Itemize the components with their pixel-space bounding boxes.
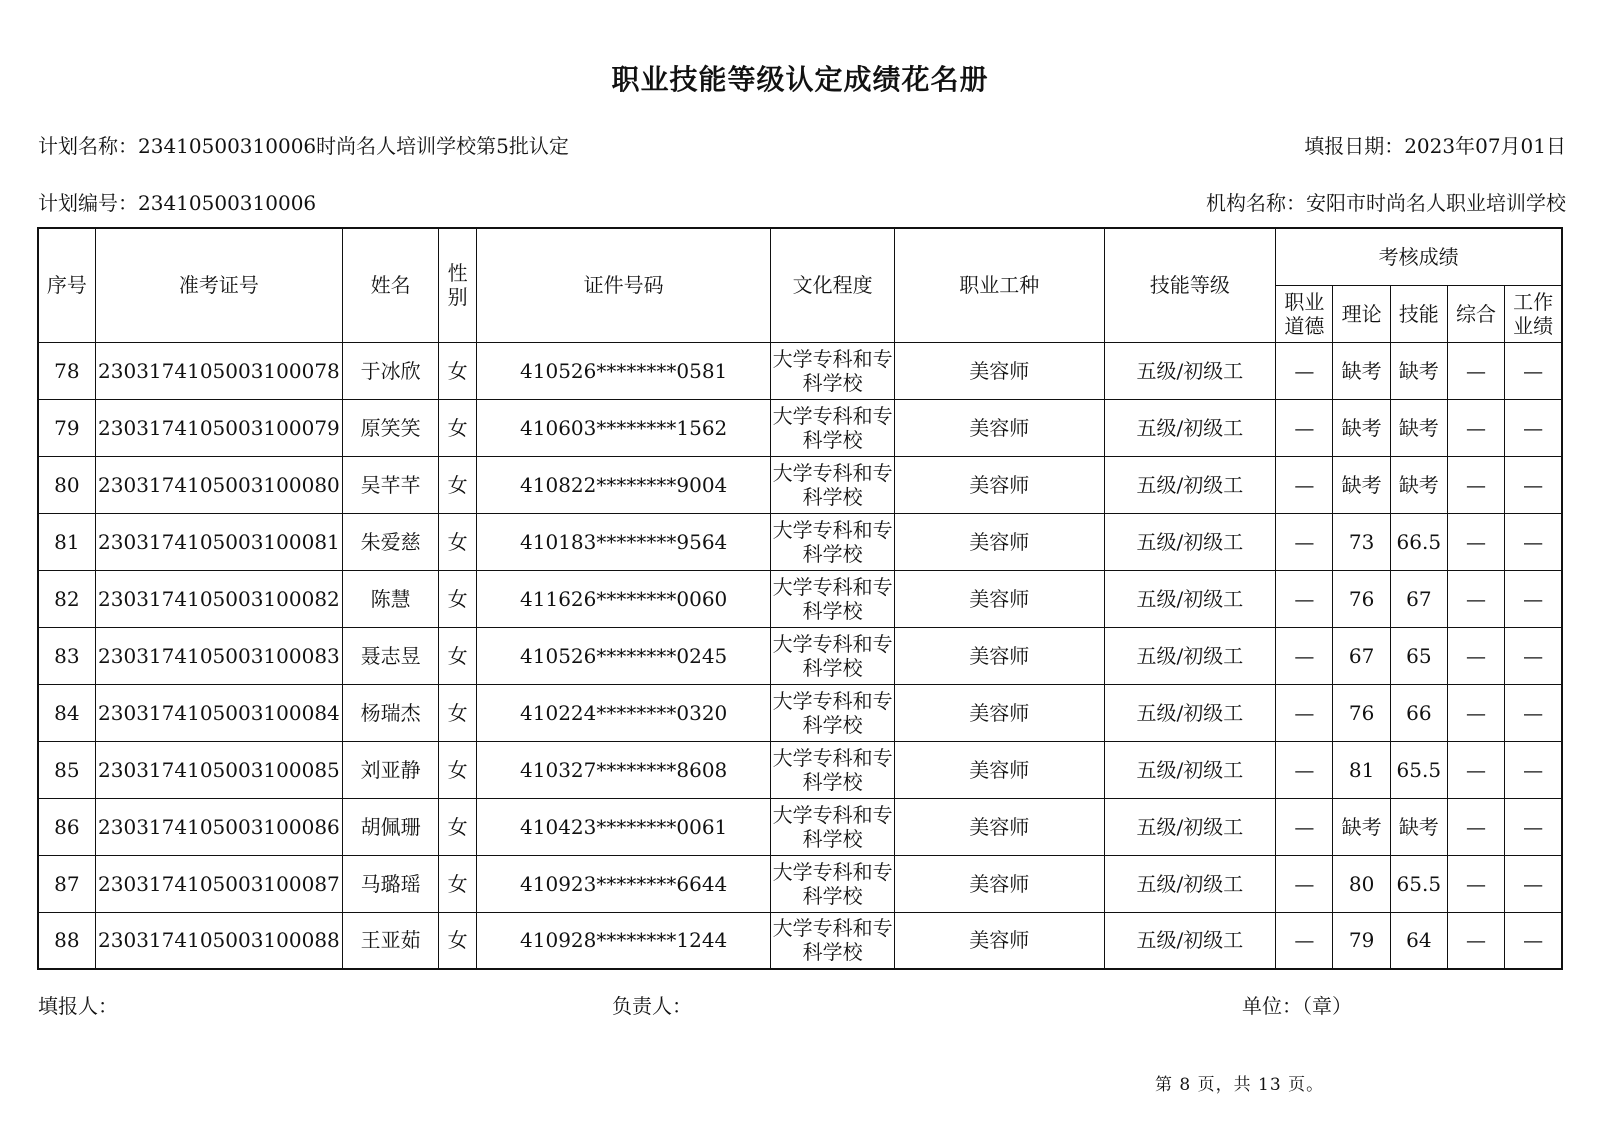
report-date-value: 2023年07月01日 [1404, 134, 1566, 158]
cell-level: 五级/初级工 [1104, 342, 1276, 399]
cell-occupation: 美容师 [895, 399, 1105, 456]
cell-level: 五级/初级工 [1104, 570, 1276, 627]
header-gender: 性别 [439, 228, 477, 342]
report-date [1304, 130, 1566, 159]
cell-gender: 女 [439, 798, 477, 855]
plan-number-value: 23410500310006 [138, 191, 317, 215]
cell-id: 410822********9004 [476, 456, 770, 513]
cell-skill: 缺考 [1390, 342, 1447, 399]
cell-education: 大学专科和专科学校 [771, 342, 895, 399]
header-level: 技能等级 [1104, 228, 1276, 342]
header-theory: 理论 [1333, 285, 1390, 342]
header-name: 姓名 [343, 228, 439, 342]
cell-ethics: — [1276, 741, 1333, 798]
cell-gender: 女 [439, 741, 477, 798]
cell-skill: 65.5 [1390, 741, 1447, 798]
cell-education: 大学专科和专科学校 [771, 855, 895, 912]
cell-work: — [1505, 456, 1562, 513]
cell-ticket: 2303174105003100088 [95, 912, 342, 969]
cell-ticket: 2303174105003100083 [95, 627, 342, 684]
cell-ticket: 2303174105003100087 [95, 855, 342, 912]
table-row [38, 741, 1562, 798]
cell-education: 大学专科和专科学校 [771, 570, 895, 627]
cell-theory: 缺考 [1333, 456, 1390, 513]
responsible-label: 负责人： [612, 994, 692, 1018]
cell-gender: 女 [439, 513, 477, 570]
page-title: 职业技能等级认定成绩花名册 [611, 63, 989, 96]
unit-seal-label: 单位：（章） [1242, 994, 1352, 1018]
cell-id: 410526********0581 [476, 342, 770, 399]
header-ticket: 准考证号 [95, 228, 342, 342]
cell-theory: 76 [1333, 570, 1390, 627]
plan-number [38, 187, 316, 216]
cell-seq: 88 [38, 912, 95, 969]
table-row [38, 399, 1562, 456]
cell-skill: 缺考 [1390, 456, 1447, 513]
cell-theory: 80 [1333, 855, 1390, 912]
cell-occupation: 美容师 [895, 342, 1105, 399]
cell-skill: 66 [1390, 684, 1447, 741]
cell-gender: 女 [439, 855, 477, 912]
cell-id: 411626********0060 [476, 570, 770, 627]
cell-skill: 65.5 [1390, 855, 1447, 912]
cell-seq: 83 [38, 627, 95, 684]
table-row [38, 684, 1562, 741]
cell-theory: 67 [1333, 627, 1390, 684]
cell-seq: 84 [38, 684, 95, 741]
cell-gender: 女 [439, 570, 477, 627]
cell-ticket: 2303174105003100079 [95, 399, 342, 456]
header-work: 工作业绩 [1505, 285, 1562, 342]
cell-theory: 79 [1333, 912, 1390, 969]
organization [1206, 187, 1566, 216]
cell-name: 刘亚静 [343, 741, 439, 798]
cell-id: 410923********6644 [476, 855, 770, 912]
cell-ticket: 2303174105003100080 [95, 456, 342, 513]
cell-level: 五级/初级工 [1104, 798, 1276, 855]
cell-ethics: — [1276, 570, 1333, 627]
header-seq: 序号 [38, 228, 95, 342]
table-row [38, 798, 1562, 855]
plan-name-label: 计划名称： [38, 134, 138, 158]
cell-overall: — [1447, 741, 1504, 798]
cell-id: 410928********1244 [476, 912, 770, 969]
cell-education: 大学专科和专科学校 [771, 399, 895, 456]
cell-occupation: 美容师 [895, 513, 1105, 570]
cell-theory: 缺考 [1333, 399, 1390, 456]
cell-name: 杨瑞杰 [343, 684, 439, 741]
cell-seq: 80 [38, 456, 95, 513]
cell-overall: — [1447, 855, 1504, 912]
cell-id: 410526********0245 [476, 627, 770, 684]
cell-ticket: 2303174105003100078 [95, 342, 342, 399]
cell-overall: — [1447, 912, 1504, 969]
plan-name-value: 23410500310006时尚名人培训学校第5批认定 [138, 134, 569, 158]
cell-skill: 65 [1390, 627, 1447, 684]
cell-name: 胡佩珊 [343, 798, 439, 855]
cell-level: 五级/初级工 [1104, 627, 1276, 684]
cell-work: — [1505, 741, 1562, 798]
cell-overall: — [1447, 798, 1504, 855]
cell-skill: 缺考 [1390, 399, 1447, 456]
cell-ticket: 2303174105003100085 [95, 741, 342, 798]
table-row [38, 456, 1562, 513]
cell-education: 大学专科和专科学校 [771, 741, 895, 798]
header-occupation: 职业工种 [895, 228, 1105, 342]
cell-overall: — [1447, 456, 1504, 513]
cell-skill: 66.5 [1390, 513, 1447, 570]
cell-occupation: 美容师 [895, 741, 1105, 798]
header-row [38, 228, 1562, 285]
cell-overall: — [1447, 570, 1504, 627]
cell-name: 吴芊芊 [343, 456, 439, 513]
cell-work: — [1505, 627, 1562, 684]
cell-gender: 女 [439, 684, 477, 741]
organization-value: 安阳市时尚名人职业培训学校 [1306, 191, 1566, 215]
score-roster-table [37, 227, 1563, 970]
cell-level: 五级/初级工 [1104, 684, 1276, 741]
cell-overall: — [1447, 399, 1504, 456]
cell-work: — [1505, 513, 1562, 570]
cell-gender: 女 [439, 627, 477, 684]
cell-occupation: 美容师 [895, 627, 1105, 684]
table-row [38, 342, 1562, 399]
cell-occupation: 美容师 [895, 570, 1105, 627]
cell-occupation: 美容师 [895, 684, 1105, 741]
cell-ethics: — [1276, 456, 1333, 513]
cell-ethics: — [1276, 399, 1333, 456]
cell-work: — [1505, 798, 1562, 855]
cell-name: 陈慧 [343, 570, 439, 627]
cell-seq: 79 [38, 399, 95, 456]
cell-ethics: — [1276, 855, 1333, 912]
header-education: 文化程度 [771, 228, 895, 342]
cell-ticket: 2303174105003100081 [95, 513, 342, 570]
page-indicator: 第 8 页，共 13 页。 [1155, 1075, 1325, 1095]
cell-work: — [1505, 342, 1562, 399]
cell-education: 大学专科和专科学校 [771, 513, 895, 570]
cell-work: — [1505, 570, 1562, 627]
header-scores: 考核成绩 [1276, 228, 1562, 285]
cell-ethics: — [1276, 342, 1333, 399]
cell-work: — [1505, 684, 1562, 741]
cell-ethics: — [1276, 684, 1333, 741]
cell-gender: 女 [439, 342, 477, 399]
cell-education: 大学专科和专科学校 [771, 912, 895, 969]
cell-ethics: — [1276, 798, 1333, 855]
cell-occupation: 美容师 [895, 798, 1105, 855]
plan-number-label: 计划编号： [38, 191, 138, 215]
cell-name: 于冰欣 [343, 342, 439, 399]
cell-theory: 81 [1333, 741, 1390, 798]
cell-skill: 64 [1390, 912, 1447, 969]
cell-overall: — [1447, 627, 1504, 684]
cell-occupation: 美容师 [895, 912, 1105, 969]
cell-theory: 76 [1333, 684, 1390, 741]
cell-ethics: — [1276, 627, 1333, 684]
cell-education: 大学专科和专科学校 [771, 627, 895, 684]
cell-overall: — [1447, 684, 1504, 741]
cell-gender: 女 [439, 456, 477, 513]
cell-education: 大学专科和专科学校 [771, 456, 895, 513]
cell-work: — [1505, 912, 1562, 969]
cell-occupation: 美容师 [895, 456, 1105, 513]
header-id: 证件号码 [476, 228, 770, 342]
cell-theory: 73 [1333, 513, 1390, 570]
cell-education: 大学专科和专科学校 [771, 684, 895, 741]
cell-work: — [1505, 399, 1562, 456]
cell-ticket: 2303174105003100084 [95, 684, 342, 741]
cell-ticket: 2303174105003100086 [95, 798, 342, 855]
cell-seq: 86 [38, 798, 95, 855]
report-date-label: 填报日期： [1304, 134, 1405, 158]
cell-level: 五级/初级工 [1104, 399, 1276, 456]
cell-level: 五级/初级工 [1104, 513, 1276, 570]
cell-ethics: — [1276, 912, 1333, 969]
cell-skill: 缺考 [1390, 798, 1447, 855]
cell-id: 410423********0061 [476, 798, 770, 855]
cell-theory: 缺考 [1333, 798, 1390, 855]
cell-work: — [1505, 855, 1562, 912]
cell-name: 王亚茹 [343, 912, 439, 969]
table-row [38, 912, 1562, 969]
table-row [38, 627, 1562, 684]
cell-id: 410183********9564 [476, 513, 770, 570]
cell-seq: 82 [38, 570, 95, 627]
cell-overall: — [1447, 513, 1504, 570]
cell-id: 410603********1562 [476, 399, 770, 456]
cell-name: 原笑笑 [343, 399, 439, 456]
cell-seq: 87 [38, 855, 95, 912]
cell-level: 五级/初级工 [1104, 912, 1276, 969]
cell-education: 大学专科和专科学校 [771, 798, 895, 855]
cell-gender: 女 [439, 399, 477, 456]
cell-level: 五级/初级工 [1104, 741, 1276, 798]
table-row [38, 855, 1562, 912]
cell-gender: 女 [439, 912, 477, 969]
cell-level: 五级/初级工 [1104, 456, 1276, 513]
cell-seq: 85 [38, 741, 95, 798]
cell-ethics: — [1276, 513, 1333, 570]
header-skill: 技能 [1390, 285, 1447, 342]
cell-skill: 67 [1390, 570, 1447, 627]
cell-theory: 缺考 [1333, 342, 1390, 399]
table-row [38, 570, 1562, 627]
header-overall: 综合 [1447, 285, 1504, 342]
cell-id: 410224********0320 [476, 684, 770, 741]
cell-name: 聂志昱 [343, 627, 439, 684]
cell-level: 五级/初级工 [1104, 855, 1276, 912]
cell-ticket: 2303174105003100082 [95, 570, 342, 627]
cell-name: 朱爱慈 [343, 513, 439, 570]
cell-occupation: 美容师 [895, 855, 1105, 912]
cell-name: 马璐瑶 [343, 855, 439, 912]
table-row [38, 513, 1562, 570]
cell-seq: 81 [38, 513, 95, 570]
cell-seq: 78 [38, 342, 95, 399]
organization-label: 机构名称： [1206, 191, 1306, 215]
cell-overall: — [1447, 342, 1504, 399]
filler-label: 填报人： [38, 994, 118, 1018]
cell-id: 410327********8608 [476, 741, 770, 798]
header-ethics: 职业道德 [1276, 285, 1333, 342]
plan-name [38, 130, 569, 159]
